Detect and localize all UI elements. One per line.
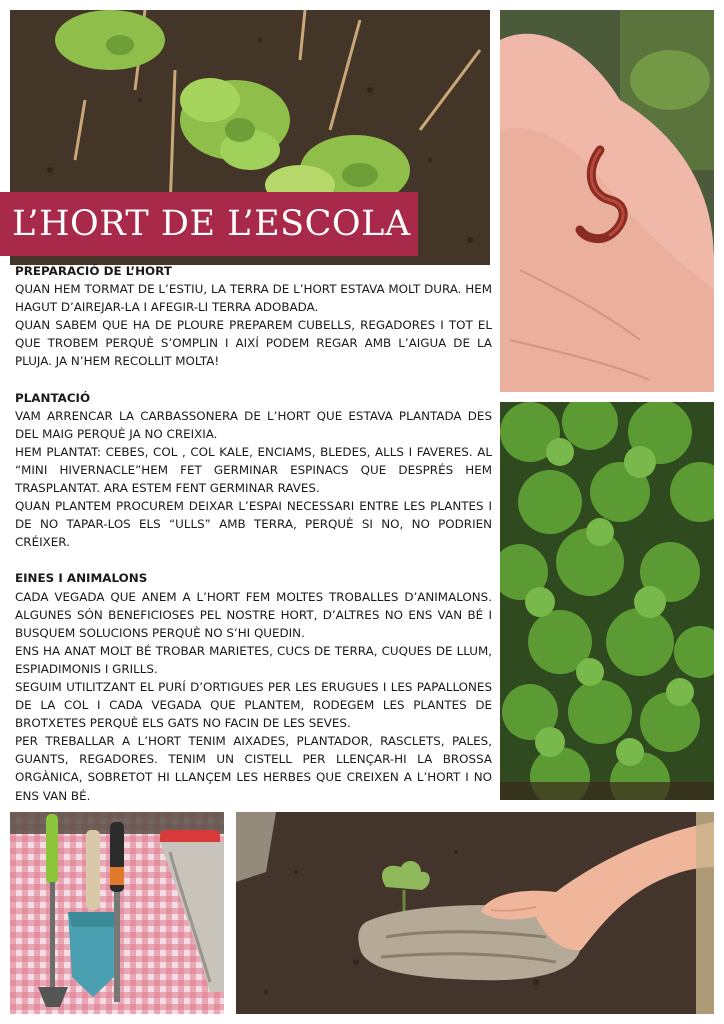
paragraph: SEGUIM UTILITZANT EL PURÍ D’ORTIGUES PER LES ERUGUES I LES PAPALLONES DE LA COL I CADA VEGADA QUE PLANTEM, RODEGEM LES PLANTES DE BROTXETES PERQUÈ ELS GATS NO FACIN DE LES SEVES.	[15, 679, 492, 731]
paragraph: QUAN HEM TORMAT DE L’ESTIU, LA TERRA DE L’HORT ESTAVA MOLT DURA. HEM HAGUT D’AIREJAR-LA I AFEGIR-LI TERRA ADOBADA.	[15, 282, 492, 315]
photo-parsley-plant	[500, 402, 714, 800]
paragraph: VAM ARRENCAR LA CARBASSONERA DE L’HORT QUE ESTAVA PLANTADA DES DEL MAIG PERQUÈ JA NO CREIXIA.	[15, 408, 492, 441]
photo-child-planting	[236, 812, 714, 1014]
section-eines-animalons	[15, 569, 492, 804]
page-title: L’HORT DE L’ESCOLA	[12, 204, 411, 244]
title-banner	[0, 192, 418, 256]
paragraph: QUAN PLANTEM PROCUREM DEIXAR L’ESPAI NECESSARI ENTRE LES PLANTES I DE NO TAPAR-LOS ELS “ULLS” AMB TERRA, PERQUÈ SI NO, NO PODRIEN CRÉIXER.	[15, 499, 492, 550]
section-heading: PLANTACIÓ	[15, 390, 91, 405]
section-preparacio	[15, 262, 492, 371]
article-body	[15, 262, 492, 823]
section-plantacio	[15, 389, 492, 552]
photo-garden-tools	[10, 812, 224, 1014]
paragraph: QUAN SABEM QUE HA DE PLOURE PREPAREM CUBELLS, REGADORES I TOT EL QUE TROBEM PERQUÈ S’OMPLIN I AIXÍ PODEM REGAR AMB L’AIGUA DE LA PLUJA. JA N’HEM RECOLLIT MOLTA!	[15, 318, 492, 369]
section-heading: PREPARACIÓ DE L’HORT	[15, 264, 172, 278]
paragraph: CADA VEGADA QUE ANEM A L’HORT FEM MOLTES TROBALLES D’ANIMALONS. ALGUNES SÓN BENEFICIOSES PEL NOSTRE HORT, D’ALTRES NO ENS VAN BÉ I BUSQUEM SOLUCIONS PERQUÈ NO S’HI QUEDIN.	[15, 589, 492, 640]
paragraph: PER TREBALLAR A L’HORT TENIM AIXADES, PLANTADOR, RASCLETS, PALES, GUANTS, REGADORES. TENIM UN CISTELL PER LLENÇAR-HI LA BROSSA ORGÀNICA, SOBRETOT HI LLANÇEM LES HERBES QUE CREIXEN A L’HORT I NO ENS VAN BÉ.	[15, 734, 492, 803]
paragraph: ENS HA ANAT MOLT BÉ TROBAR MARIETES, CUCS DE TERRA, CUQUES DE LLUM, ESPIADIMONIS I GRILLS.	[15, 643, 492, 676]
section-heading: EINES I ANIMALONS	[15, 571, 148, 586]
paragraph: HEM PLANTAT: CEBES, COL , COL KALE, ENCIAMS, BLEDES, ALLS I FAVERES. AL “MINI HIVERNACLE”HEM FET GERMINAR ESPINACS QUE DESPRÉS HEM TRASPLANTAT. ARA ESTEM FENT GERMINAR RAVES.	[15, 444, 492, 496]
photo-worm-on-hand	[500, 10, 714, 392]
